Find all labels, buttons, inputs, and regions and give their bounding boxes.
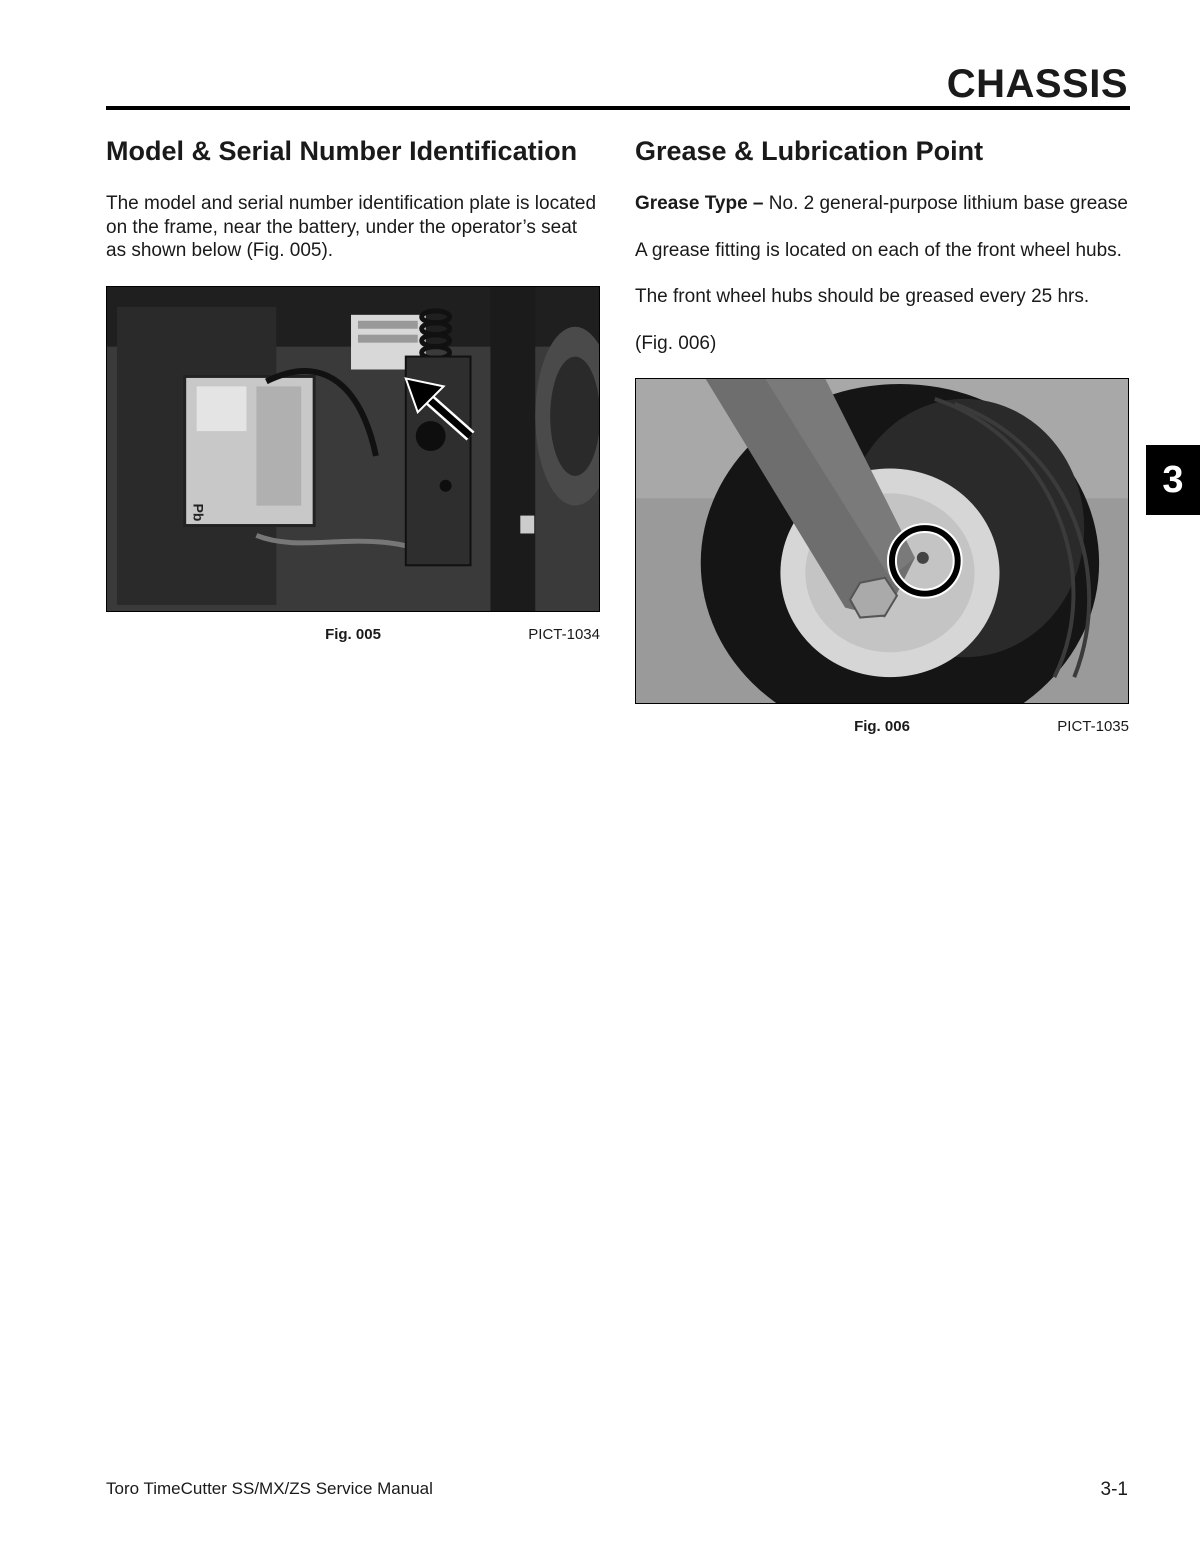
footer-page-number: 3-1 (1100, 1479, 1128, 1500)
battery-frame-photo (107, 287, 599, 611)
battery-pb-label: Pb (190, 503, 207, 521)
model-serial-body: The model and serial number identification plate is located on the frame, near the battery, under the operator’s seat as shown below (Fig. 005). (106, 193, 597, 261)
figure-006-id: PICT-1035 (1057, 718, 1129, 735)
section-title: CHASSIS (946, 62, 1128, 106)
model-serial-heading: Model & Serial Number Identification (106, 136, 578, 166)
grease-type-value: No. 2 general-purpose lithium base grease (763, 193, 1128, 214)
grease-type-paragraph (635, 192, 1129, 216)
chapter-tab: 3 (1146, 445, 1200, 515)
grease-fitting-paragraph: A grease fitting is located on each of the front wheel hubs. (635, 239, 1122, 261)
figure-005-caption (106, 626, 600, 650)
front-wheel-photo (636, 379, 1128, 703)
right-column (635, 134, 1129, 742)
figure-006-caption (635, 718, 1129, 742)
figure-006-reference: (Fig. 006) (635, 332, 717, 354)
footer-manual-title: Toro TimeCutter SS/MX/ZS Service Manual (106, 1479, 433, 1498)
grease-heading: Grease & Lubrication Point (635, 136, 984, 166)
figure-005-id: PICT-1034 (528, 625, 600, 643)
figure-005-label: Fig. 005 (325, 625, 381, 643)
figure-006-label: Fig. 006 (854, 718, 910, 735)
left-column (106, 134, 600, 650)
grease-interval-paragraph: The front wheel hubs should be greased every 25 hrs. (635, 286, 1090, 307)
grease-type-label: Grease Type – (635, 193, 764, 214)
header-rule (106, 106, 1130, 110)
figure-005-photo (106, 286, 600, 612)
figure-006-photo (635, 378, 1129, 704)
